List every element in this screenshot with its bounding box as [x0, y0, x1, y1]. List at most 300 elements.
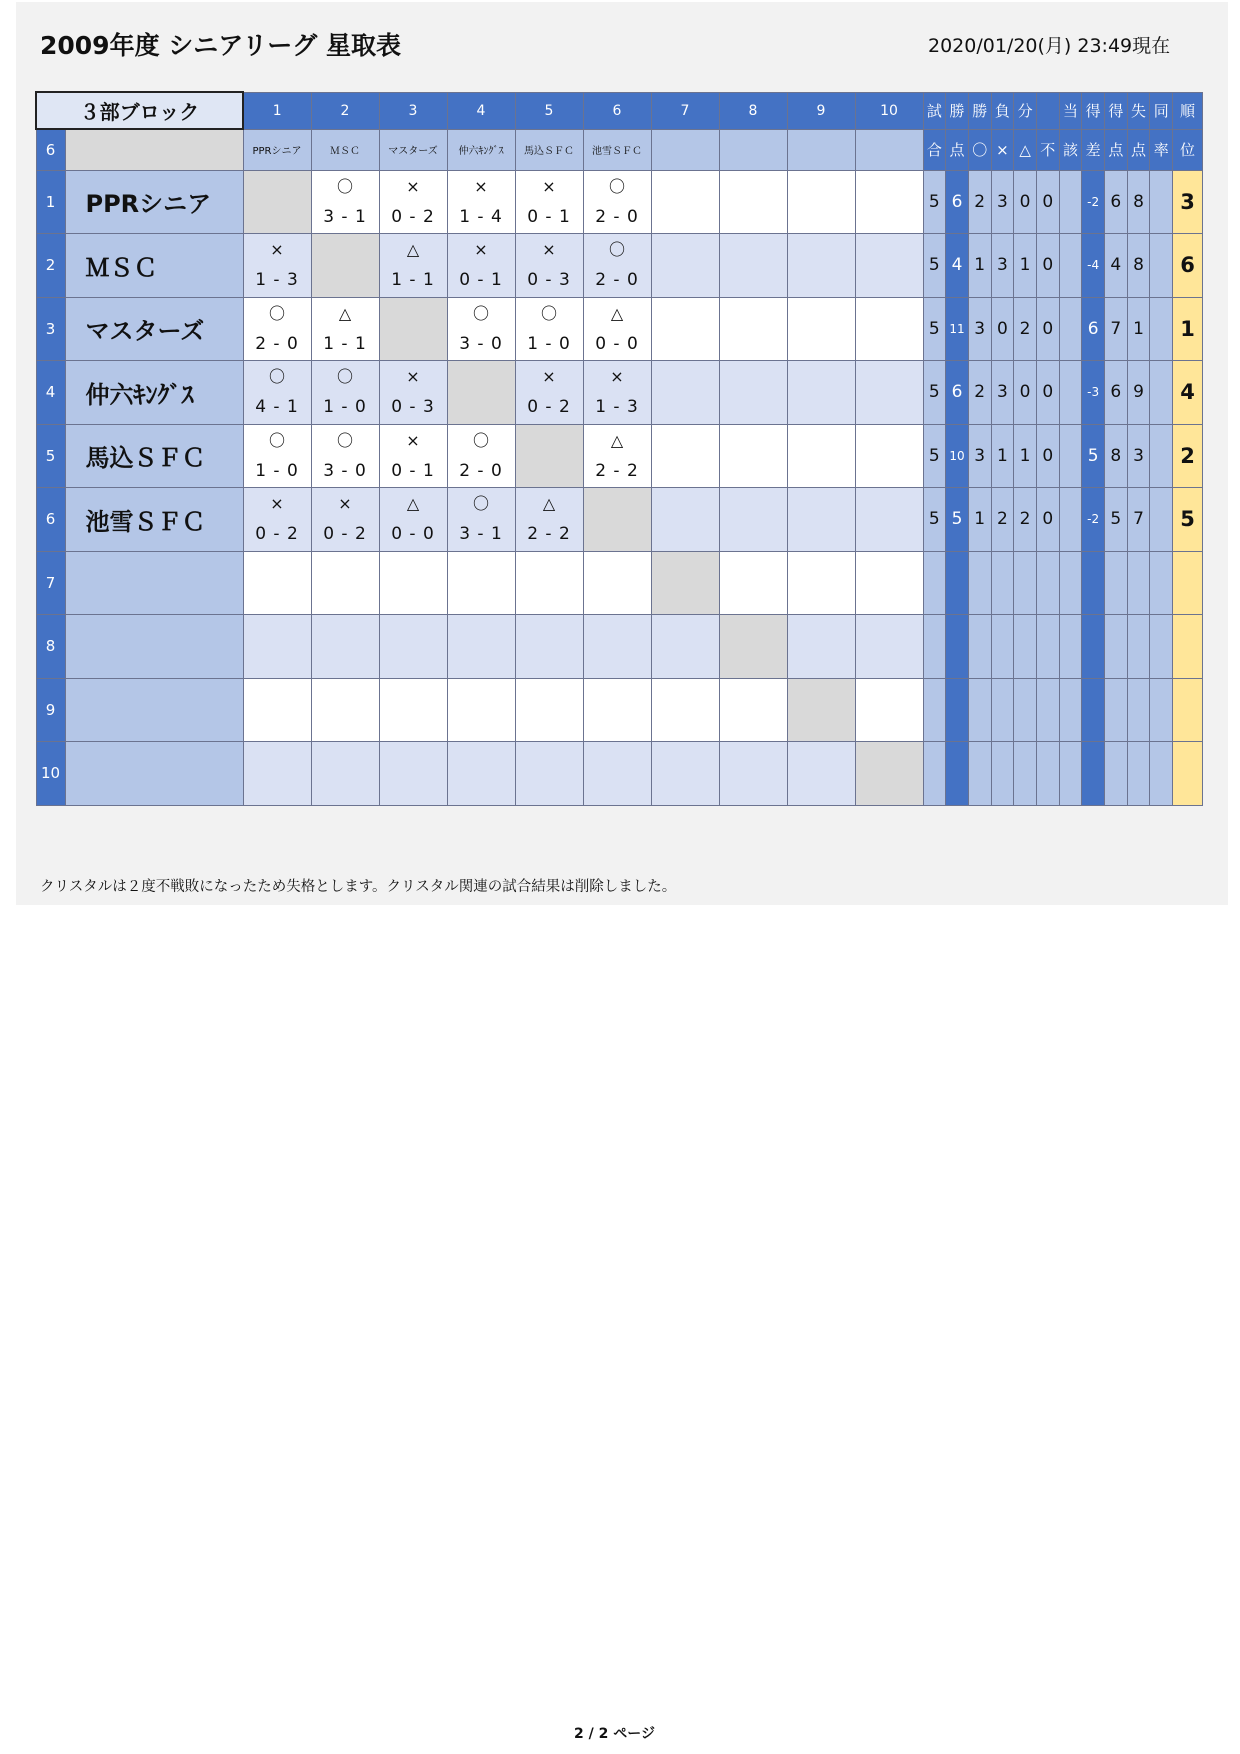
stat-value	[1150, 297, 1173, 361]
match-result-cell	[651, 488, 719, 552]
stat-header-bottom: 率	[1150, 129, 1173, 170]
result-mark: △	[406, 240, 420, 260]
result-mark: 〇	[336, 176, 353, 196]
match-result-cell	[719, 678, 787, 742]
match-result-cell	[379, 361, 447, 425]
stat-header-top: 分	[1014, 92, 1037, 129]
match-result-cell	[447, 424, 515, 488]
self-match-cell	[583, 488, 651, 552]
stat-value	[1014, 551, 1037, 615]
match-result-cell	[719, 742, 787, 806]
match-result-cell	[243, 615, 311, 679]
stat-header-top: 試	[923, 92, 946, 129]
match-result-cell	[583, 234, 651, 298]
stat-value	[923, 678, 946, 742]
result-score: 0 - 1	[527, 206, 571, 227]
stat-header-bottom: △	[1014, 129, 1037, 170]
match-result-cell	[311, 615, 379, 679]
rank-value	[1173, 742, 1203, 806]
page-title: 2009年度 シニアリーグ 星取表	[40, 31, 401, 60]
stat-value: 7	[1127, 488, 1150, 552]
result-mark: 〇	[540, 303, 557, 323]
stat-value: -3	[1082, 361, 1105, 425]
self-match-cell	[651, 551, 719, 615]
stat-value: 5	[1082, 424, 1105, 488]
match-result-cell	[787, 234, 855, 298]
result-score: 1 - 0	[323, 397, 367, 418]
row-number: 9	[36, 678, 65, 742]
result-score: 0 - 2	[255, 524, 299, 545]
result-mark: ×	[542, 240, 556, 260]
stat-value: 5	[923, 170, 946, 234]
match-result-cell	[379, 170, 447, 234]
stat-header-bottom: 該	[1059, 129, 1082, 170]
stat-value	[968, 615, 991, 679]
match-result-cell	[719, 551, 787, 615]
match-result-cell	[719, 234, 787, 298]
stat-header-bottom: 不	[1036, 129, 1059, 170]
match-result-cell	[583, 361, 651, 425]
stat-header-bottom: 合	[923, 129, 946, 170]
column-team-name	[651, 129, 719, 170]
stat-value: 5	[1105, 488, 1128, 552]
stat-value	[1059, 424, 1082, 488]
result-score: 2 - 0	[459, 460, 503, 481]
table-row	[36, 170, 1203, 234]
column-number: 7	[651, 92, 719, 129]
column-number: 10	[855, 92, 923, 129]
column-number: 2	[311, 92, 379, 129]
stat-value	[946, 615, 969, 679]
stat-value: 6	[1082, 297, 1105, 361]
stat-value	[1105, 551, 1128, 615]
stat-value	[923, 615, 946, 679]
stat-header-bottom: 点	[946, 129, 969, 170]
result-mark: ×	[474, 176, 488, 196]
match-result-cell	[379, 551, 447, 615]
result-mark: 〇	[608, 176, 625, 196]
table-row	[36, 615, 1203, 679]
match-result-cell	[583, 678, 651, 742]
stat-value: 6	[946, 361, 969, 425]
result-score: 2 - 0	[255, 333, 299, 354]
match-result-cell	[787, 170, 855, 234]
stat-value: 3	[968, 424, 991, 488]
table-row	[36, 678, 1203, 742]
match-result-cell	[583, 742, 651, 806]
team-name: ＭＳＣ	[65, 234, 243, 298]
team-name: マスターズ	[65, 297, 243, 361]
column-team-name: ＭＳＣ	[311, 129, 379, 170]
match-result-cell	[515, 551, 583, 615]
stat-value	[1150, 424, 1173, 488]
stat-value	[1059, 742, 1082, 806]
stat-value	[1150, 678, 1173, 742]
match-result-cell	[651, 170, 719, 234]
stat-value: 3	[1127, 424, 1150, 488]
match-result-cell	[447, 742, 515, 806]
match-result-cell	[243, 742, 311, 806]
match-result-cell	[447, 678, 515, 742]
stat-value: -2	[1082, 488, 1105, 552]
match-result-cell	[651, 615, 719, 679]
stat-value	[946, 551, 969, 615]
stat-value	[1150, 170, 1173, 234]
match-result-cell	[651, 297, 719, 361]
stat-value: 2	[1014, 488, 1037, 552]
stat-value: 2	[1014, 297, 1037, 361]
stat-value: 0	[1036, 424, 1059, 488]
column-number: 4	[447, 92, 515, 129]
match-result-cell	[447, 170, 515, 234]
match-result-cell	[311, 424, 379, 488]
match-result-cell	[515, 170, 583, 234]
table-row	[36, 551, 1203, 615]
result-score: 4 - 1	[255, 397, 299, 418]
rank-value: 5	[1173, 488, 1203, 552]
result-score: 0 - 2	[391, 206, 435, 227]
match-result-cell	[243, 361, 311, 425]
match-result-cell	[243, 234, 311, 298]
match-result-cell	[379, 615, 447, 679]
match-result-cell	[855, 488, 923, 552]
stat-value	[1059, 615, 1082, 679]
row-number: 8	[36, 615, 65, 679]
stat-value: 5	[923, 297, 946, 361]
stat-value	[1059, 488, 1082, 552]
result-score: 0 - 2	[323, 524, 367, 545]
match-result-cell	[787, 488, 855, 552]
result-score: 3 - 1	[459, 524, 503, 545]
rank-value	[1173, 678, 1203, 742]
match-result-cell	[787, 742, 855, 806]
stat-header-bottom: 差	[1082, 129, 1105, 170]
team-name: 仲六ｷﾝｸﾞｽ	[65, 361, 243, 425]
stat-value: 8	[1127, 170, 1150, 234]
match-result-cell	[651, 424, 719, 488]
result-score: 1 - 1	[391, 270, 435, 291]
stat-value	[1150, 361, 1173, 425]
result-mark: ×	[610, 367, 624, 387]
match-result-cell	[583, 615, 651, 679]
match-result-cell	[243, 488, 311, 552]
stat-value: 6	[1105, 170, 1128, 234]
stat-value	[968, 742, 991, 806]
stat-value: -4	[1082, 234, 1105, 298]
result-mark: △	[338, 303, 352, 323]
stat-value: 5	[923, 424, 946, 488]
match-result-cell	[515, 615, 583, 679]
stat-value	[1127, 615, 1150, 679]
result-mark: 〇	[472, 494, 489, 514]
row-number: 1	[36, 170, 65, 234]
result-score: 1 - 3	[595, 397, 639, 418]
result-score: 1 - 0	[255, 460, 299, 481]
stat-value	[1059, 551, 1082, 615]
result-score: 0 - 2	[527, 397, 571, 418]
stat-header-bottom: 〇	[968, 129, 991, 170]
self-match-cell	[515, 424, 583, 488]
stat-value: 6	[946, 170, 969, 234]
stat-value: 3	[991, 361, 1014, 425]
result-score: 2 - 2	[527, 524, 571, 545]
result-mark: 〇	[608, 240, 625, 260]
result-score: 1 - 0	[527, 333, 571, 354]
stat-value: 0	[1036, 170, 1059, 234]
match-result-cell	[515, 234, 583, 298]
match-result-cell	[515, 742, 583, 806]
result-score: 0 - 1	[391, 460, 435, 481]
table-row	[36, 297, 1203, 361]
stat-value	[923, 551, 946, 615]
match-result-cell	[855, 297, 923, 361]
match-result-cell	[651, 742, 719, 806]
stat-value: 1	[1127, 297, 1150, 361]
blank-header-cell	[65, 129, 243, 170]
column-team-name: 馬込ＳＦＣ	[515, 129, 583, 170]
stat-value	[968, 551, 991, 615]
match-result-cell	[719, 424, 787, 488]
table-row	[36, 488, 1203, 552]
result-mark: 〇	[472, 303, 489, 323]
stat-value: 0	[1014, 170, 1037, 234]
rank-value	[1173, 615, 1203, 679]
rank-value: 6	[1173, 234, 1203, 298]
team-name	[65, 678, 243, 742]
match-result-cell	[855, 234, 923, 298]
result-mark: ×	[406, 430, 420, 450]
stat-value	[1150, 551, 1173, 615]
stat-value: 11	[946, 297, 969, 361]
stat-value: -2	[1082, 170, 1105, 234]
stat-header-top: 失	[1127, 92, 1150, 129]
match-result-cell	[515, 361, 583, 425]
page-indicator: 2 / 2 ページ	[574, 1726, 655, 1742]
stat-header-bottom: 位	[1173, 129, 1203, 170]
row-number: 4	[36, 361, 65, 425]
stat-value: 2	[968, 361, 991, 425]
match-result-cell	[311, 551, 379, 615]
match-result-cell	[447, 551, 515, 615]
column-team-name	[855, 129, 923, 170]
stat-value: 8	[1105, 424, 1128, 488]
stat-header-top: 勝	[946, 92, 969, 129]
result-mark: 〇	[268, 430, 285, 450]
result-mark: 〇	[472, 430, 489, 450]
stat-value	[1059, 170, 1082, 234]
match-result-cell	[719, 488, 787, 552]
match-result-cell	[855, 170, 923, 234]
match-result-cell	[311, 361, 379, 425]
result-score: 0 - 0	[391, 524, 435, 545]
row-number: 3	[36, 297, 65, 361]
stat-value: 0	[991, 297, 1014, 361]
match-result-cell	[311, 297, 379, 361]
stat-value	[991, 742, 1014, 806]
result-mark: 〇	[336, 367, 353, 387]
stat-value	[1082, 678, 1105, 742]
stat-value	[1036, 551, 1059, 615]
stat-value: 6	[1105, 361, 1128, 425]
self-match-cell	[379, 297, 447, 361]
row-number: 5	[36, 424, 65, 488]
column-number: 9	[787, 92, 855, 129]
table-row	[36, 742, 1203, 806]
match-result-cell	[855, 678, 923, 742]
stat-value: 0	[1036, 361, 1059, 425]
stat-value	[1014, 615, 1037, 679]
stat-value: 5	[946, 488, 969, 552]
match-result-cell	[379, 678, 447, 742]
match-result-cell	[651, 361, 719, 425]
stat-value: 0	[1036, 297, 1059, 361]
column-team-name	[787, 129, 855, 170]
stat-value: 5	[923, 361, 946, 425]
table-row	[36, 424, 1203, 488]
match-result-cell	[447, 297, 515, 361]
match-result-cell	[719, 297, 787, 361]
result-mark: 〇	[268, 367, 285, 387]
self-match-cell	[447, 361, 515, 425]
match-result-cell	[311, 170, 379, 234]
match-result-cell	[243, 297, 311, 361]
stat-value	[1105, 742, 1128, 806]
team-name	[65, 742, 243, 806]
team-name	[65, 615, 243, 679]
result-score: 2 - 2	[595, 460, 639, 481]
stat-header-top: 勝	[968, 92, 991, 129]
match-result-cell	[379, 424, 447, 488]
match-result-cell	[583, 297, 651, 361]
stat-value	[1150, 615, 1173, 679]
match-result-cell	[855, 615, 923, 679]
match-result-cell	[787, 361, 855, 425]
stat-value	[1127, 678, 1150, 742]
stat-value	[1014, 678, 1037, 742]
result-score: 3 - 1	[323, 206, 367, 227]
stat-value: 2	[968, 170, 991, 234]
as-of-timestamp: 2020/01/20(月) 23:49現在	[928, 35, 1171, 57]
match-result-cell	[855, 551, 923, 615]
row-number: 7	[36, 551, 65, 615]
match-result-cell	[447, 234, 515, 298]
match-result-cell	[515, 297, 583, 361]
stat-header-top: 同	[1150, 92, 1173, 129]
stat-value	[1059, 234, 1082, 298]
column-number: 1	[243, 92, 311, 129]
footer-note: クリスタルは２度不戦敗になったため失格とします。クリスタル関連の試合結果は削除しました。	[40, 879, 677, 895]
stat-value: 3	[991, 234, 1014, 298]
stat-header-bottom: 点	[1127, 129, 1150, 170]
result-score: 3 - 0	[323, 460, 367, 481]
result-score: 3 - 0	[459, 333, 503, 354]
stat-value: 5	[923, 488, 946, 552]
stat-value	[1059, 297, 1082, 361]
column-team-name: PPRシニア	[243, 129, 311, 170]
stat-value: 8	[1127, 234, 1150, 298]
stat-value	[1127, 551, 1150, 615]
result-mark: △	[610, 430, 624, 450]
stat-value	[1082, 742, 1105, 806]
result-score: 0 - 1	[459, 270, 503, 291]
self-match-cell	[719, 615, 787, 679]
column-team-name: 仲六ｷﾝｸﾞｽ	[447, 129, 515, 170]
rank-value: 1	[1173, 297, 1203, 361]
column-number: 3	[379, 92, 447, 129]
match-result-cell	[243, 551, 311, 615]
result-mark: ×	[542, 367, 556, 387]
result-mark: 〇	[268, 303, 285, 323]
stat-value: 4	[1105, 234, 1128, 298]
stat-value	[923, 742, 946, 806]
match-result-cell	[855, 424, 923, 488]
match-result-cell	[379, 742, 447, 806]
stat-value: 2	[991, 488, 1014, 552]
match-result-cell	[787, 297, 855, 361]
stat-value: 0	[1036, 488, 1059, 552]
stat-value: 3	[968, 297, 991, 361]
stat-value: 1	[968, 488, 991, 552]
league-standings-table	[35, 91, 1203, 806]
result-mark: 〇	[336, 430, 353, 450]
match-result-cell	[651, 234, 719, 298]
self-match-cell	[787, 678, 855, 742]
table-row	[36, 361, 1203, 425]
stat-header-top	[1036, 92, 1059, 129]
stat-value: 0	[1014, 361, 1037, 425]
stat-value: 7	[1105, 297, 1128, 361]
match-result-cell	[243, 424, 311, 488]
team-name: 池雪ＳＦＣ	[65, 488, 243, 552]
stat-header-top: 得	[1082, 92, 1105, 129]
match-result-cell	[311, 488, 379, 552]
result-score: 0 - 3	[391, 397, 435, 418]
result-mark: ×	[474, 240, 488, 260]
team-count: 6	[36, 129, 65, 170]
match-result-cell	[515, 678, 583, 742]
stat-value: 1	[1014, 234, 1037, 298]
row-number: 2	[36, 234, 65, 298]
result-score: 1 - 1	[323, 333, 367, 354]
table-row	[36, 234, 1203, 298]
column-number: 8	[719, 92, 787, 129]
match-result-cell	[719, 361, 787, 425]
column-team-name	[719, 129, 787, 170]
match-result-cell	[787, 615, 855, 679]
stat-value	[1059, 678, 1082, 742]
stat-value: 10	[946, 424, 969, 488]
result-score: 1 - 4	[459, 206, 503, 227]
stat-value	[968, 678, 991, 742]
row-number: 10	[36, 742, 65, 806]
column-team-name: 池雪ＳＦＣ	[583, 129, 651, 170]
stat-value: 9	[1127, 361, 1150, 425]
result-mark: △	[406, 494, 420, 514]
match-result-cell	[379, 488, 447, 552]
stat-value	[1127, 742, 1150, 806]
stat-value	[1082, 551, 1105, 615]
self-match-cell	[243, 170, 311, 234]
rank-value: 3	[1173, 170, 1203, 234]
stat-value: 3	[991, 170, 1014, 234]
match-result-cell	[311, 678, 379, 742]
stat-value	[946, 742, 969, 806]
self-match-cell	[311, 234, 379, 298]
rank-value	[1173, 551, 1203, 615]
self-match-cell	[855, 742, 923, 806]
stat-value	[1036, 678, 1059, 742]
match-result-cell	[583, 424, 651, 488]
